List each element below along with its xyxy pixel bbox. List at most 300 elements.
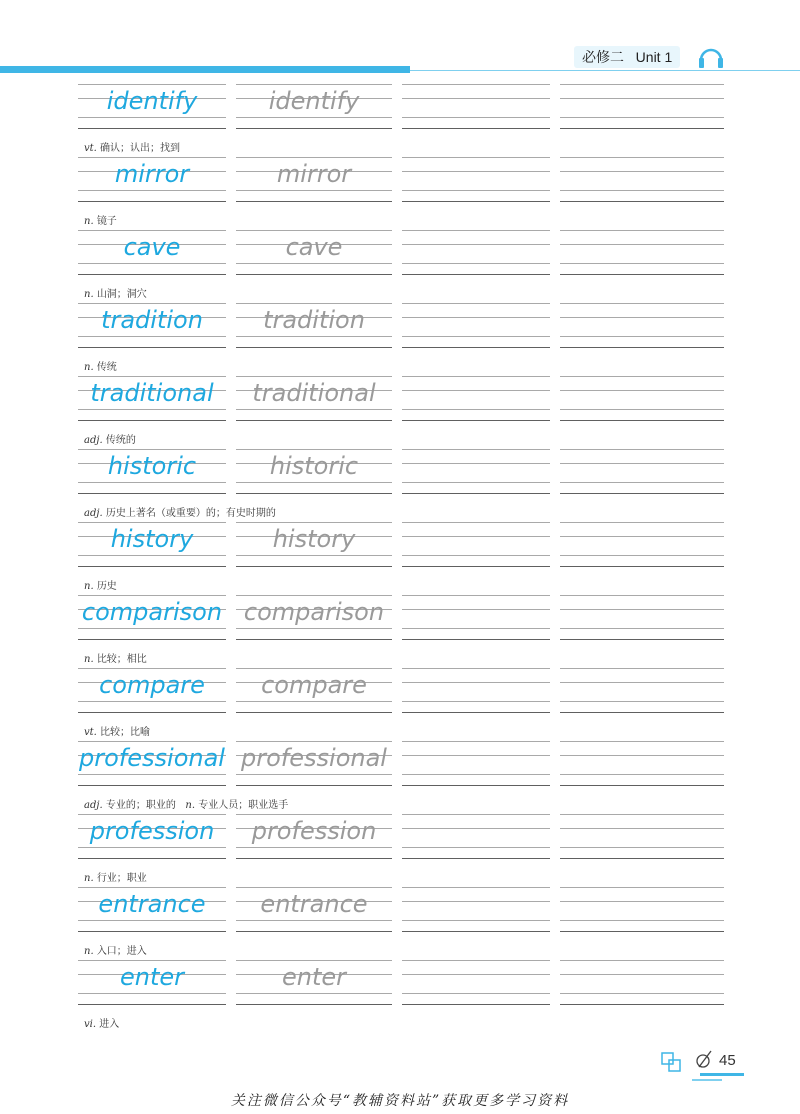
guide-line xyxy=(560,668,724,669)
guide-line xyxy=(560,347,724,348)
guide-line xyxy=(560,639,724,640)
guide-line xyxy=(236,449,392,450)
page-number-underline xyxy=(700,1073,744,1076)
guide-line xyxy=(236,566,392,567)
blank-writing-cell[interactable] xyxy=(402,449,550,506)
guide-line xyxy=(402,858,550,859)
trace-word: tradition xyxy=(263,306,365,334)
word-meaning xyxy=(84,212,117,227)
model-word-cell xyxy=(78,522,226,579)
part-of-speech: n. xyxy=(84,873,94,884)
guide-line xyxy=(236,420,392,421)
guide-line xyxy=(560,993,724,994)
guide-line xyxy=(78,639,226,640)
guide-line xyxy=(236,931,392,932)
guide-line xyxy=(402,376,550,377)
model-word-cell xyxy=(78,668,226,725)
guide-line xyxy=(402,201,550,202)
guide-line xyxy=(560,230,724,231)
blank-writing-cell[interactable] xyxy=(560,960,724,1017)
model-word: tradition xyxy=(101,306,203,334)
guide-line xyxy=(560,701,724,702)
guide-line xyxy=(560,482,724,483)
model-word: enter xyxy=(119,963,185,991)
unit-label: Unit 1 xyxy=(635,49,673,65)
trace-word: identify xyxy=(268,87,360,115)
model-word: compare xyxy=(99,671,205,699)
guide-line xyxy=(78,336,226,337)
word-meaning xyxy=(84,139,180,154)
guide-line xyxy=(560,931,724,932)
word-meaning xyxy=(84,869,147,884)
guide-line xyxy=(402,390,550,391)
guide-line xyxy=(78,858,226,859)
guide-line xyxy=(236,858,392,859)
page-number-underline-accent xyxy=(692,1079,722,1081)
guide-line xyxy=(236,701,392,702)
guide-line xyxy=(560,847,724,848)
trace-word: professional xyxy=(241,744,387,772)
word-meaning xyxy=(84,504,276,519)
guide-line xyxy=(560,420,724,421)
guide-line xyxy=(560,84,724,85)
trace-word: comparison xyxy=(243,598,385,626)
guide-line xyxy=(402,1004,550,1005)
word-meaning xyxy=(84,650,147,665)
guide-line xyxy=(402,449,550,450)
model-word-cell xyxy=(78,814,226,871)
trace-word: cave xyxy=(285,233,343,261)
guide-line xyxy=(78,887,226,888)
guide-line xyxy=(236,482,392,483)
definition-text: 行业；职业 xyxy=(96,873,147,884)
guide-line xyxy=(402,814,550,815)
guide-line xyxy=(402,920,550,921)
word-meaning xyxy=(84,796,288,811)
guide-line xyxy=(402,128,550,129)
trace-word-cell xyxy=(236,960,392,1017)
guide-line xyxy=(236,376,392,377)
model-word: professional xyxy=(79,744,225,772)
trace-word-cell xyxy=(236,887,392,944)
guide-line xyxy=(78,628,226,629)
model-word-cell xyxy=(78,741,226,798)
unit-header xyxy=(574,46,680,68)
blank-writing-cell[interactable] xyxy=(402,741,550,798)
guide-line xyxy=(236,190,392,191)
blank-writing-cell[interactable] xyxy=(560,230,724,287)
model-word: identify xyxy=(106,87,198,115)
model-word-cell xyxy=(78,157,226,214)
header-divider xyxy=(410,70,800,71)
guide-line xyxy=(402,595,550,596)
guide-line xyxy=(78,449,226,450)
guide-line xyxy=(78,785,226,786)
definition-text: 确认；认出；找到 xyxy=(100,143,181,154)
guide-line xyxy=(236,409,392,410)
guide-line xyxy=(560,244,724,245)
trace-word: enter xyxy=(281,963,347,991)
page-number: 45 xyxy=(719,1052,736,1069)
trace-word: history xyxy=(272,525,356,553)
word-meaning xyxy=(84,577,117,592)
trace-word: traditional xyxy=(252,379,376,407)
vocab-entry xyxy=(78,960,724,1033)
guide-line xyxy=(78,668,226,669)
model-word: comparison xyxy=(81,598,223,626)
guide-line xyxy=(402,974,550,975)
part-of-speech: vi. xyxy=(84,1019,97,1030)
guide-line xyxy=(402,117,550,118)
guide-line xyxy=(402,755,550,756)
vocab-entry xyxy=(78,522,724,595)
guide-line xyxy=(236,847,392,848)
guide-line xyxy=(402,682,550,683)
model-word: profession xyxy=(89,817,215,845)
guide-line xyxy=(78,493,226,494)
guide-line xyxy=(560,449,724,450)
guide-line xyxy=(560,628,724,629)
trace-word: compare xyxy=(261,671,367,699)
guide-line xyxy=(78,303,226,304)
guide-line xyxy=(560,190,724,191)
guide-line xyxy=(78,263,226,264)
guide-line xyxy=(236,628,392,629)
trace-word: mirror xyxy=(276,160,352,188)
guide-line xyxy=(236,595,392,596)
guide-line xyxy=(402,482,550,483)
definition-text: 镜子 xyxy=(96,216,117,227)
guide-line xyxy=(560,1004,724,1005)
guide-line xyxy=(560,128,724,129)
guide-line xyxy=(402,230,550,231)
guide-line xyxy=(78,117,226,118)
guide-line xyxy=(402,420,550,421)
guide-line xyxy=(236,1004,392,1005)
guide-line xyxy=(236,347,392,348)
guide-line xyxy=(402,98,550,99)
pen-icon xyxy=(693,1049,715,1076)
vocab-entry xyxy=(78,84,724,157)
guide-line xyxy=(236,814,392,815)
guide-line xyxy=(402,712,550,713)
guide-line xyxy=(78,190,226,191)
guide-line xyxy=(78,931,226,932)
guide-line xyxy=(78,847,226,848)
guide-line xyxy=(78,201,226,202)
guide-line xyxy=(402,887,550,888)
guide-line xyxy=(560,595,724,596)
part-of-speech: n. xyxy=(84,216,94,227)
header-accent-bar xyxy=(0,66,410,73)
model-word-cell xyxy=(78,449,226,506)
guide-line xyxy=(560,755,724,756)
vocab-entry xyxy=(78,668,724,741)
guide-line xyxy=(78,701,226,702)
blank-writing-cell[interactable] xyxy=(560,449,724,506)
guide-line xyxy=(402,701,550,702)
blank-writing-cell[interactable] xyxy=(402,157,550,214)
guide-line xyxy=(560,974,724,975)
guide-line xyxy=(236,741,392,742)
guide-line xyxy=(402,263,550,264)
guide-line xyxy=(560,390,724,391)
guide-line xyxy=(560,828,724,829)
definition-text: 入口；进入 xyxy=(96,946,147,957)
guide-line xyxy=(560,555,724,556)
blank-writing-cell[interactable] xyxy=(402,668,550,725)
guide-line xyxy=(78,128,226,129)
guide-line xyxy=(402,555,550,556)
guide-line xyxy=(402,522,550,523)
blank-writing-cell[interactable] xyxy=(560,157,724,214)
guide-line xyxy=(78,230,226,231)
guide-line xyxy=(78,420,226,421)
guide-line xyxy=(402,741,550,742)
guide-line xyxy=(560,171,724,172)
guide-line xyxy=(402,274,550,275)
guide-line xyxy=(236,201,392,202)
model-word: historic xyxy=(107,452,197,480)
guide-line xyxy=(78,920,226,921)
guide-line xyxy=(402,409,550,410)
definition-text: 比较；相比 xyxy=(96,654,147,665)
vocab-entry xyxy=(78,230,724,303)
word-meaning xyxy=(84,285,147,300)
guide-line xyxy=(236,887,392,888)
blank-writing-cell[interactable] xyxy=(560,522,724,579)
guide-line xyxy=(560,376,724,377)
guide-line xyxy=(560,536,724,537)
definition-text: 进入 xyxy=(99,1019,120,1030)
definition-text: 传统 xyxy=(96,362,117,373)
part-of-speech: adj. xyxy=(84,800,103,811)
guide-line xyxy=(236,993,392,994)
guide-line xyxy=(560,785,724,786)
model-word-cell xyxy=(78,84,226,141)
guide-line xyxy=(236,274,392,275)
guide-line xyxy=(78,595,226,596)
vocab-entry xyxy=(78,595,724,668)
blank-writing-cell[interactable] xyxy=(402,522,550,579)
guide-line xyxy=(560,887,724,888)
guide-line xyxy=(78,157,226,158)
vocab-entry xyxy=(78,376,724,449)
guide-line xyxy=(402,668,550,669)
guide-line xyxy=(560,774,724,775)
blank-writing-cell[interactable] xyxy=(560,595,724,652)
guide-line xyxy=(236,263,392,264)
word-meaning xyxy=(84,1015,119,1030)
trace-word: entrance xyxy=(260,890,368,918)
vocabulary-practice-grid xyxy=(78,84,724,1033)
trace-word: historic xyxy=(269,452,359,480)
blank-writing-cell[interactable] xyxy=(560,741,724,798)
guide-line xyxy=(78,814,226,815)
overlap-squares-icon xyxy=(661,1052,685,1079)
guide-line xyxy=(402,960,550,961)
trace-word-cell xyxy=(236,230,392,287)
guide-line xyxy=(560,409,724,410)
guide-line xyxy=(402,993,550,994)
guide-line xyxy=(402,463,550,464)
guide-line xyxy=(560,274,724,275)
guide-line xyxy=(560,317,724,318)
trace-word-cell xyxy=(236,668,392,725)
model-word-cell xyxy=(78,303,226,360)
part-of-speech: adj. xyxy=(84,435,103,446)
blank-writing-cell[interactable] xyxy=(402,887,550,944)
guide-line xyxy=(402,566,550,567)
guide-line xyxy=(78,555,226,556)
part-of-speech: n. xyxy=(84,654,94,665)
guide-line xyxy=(236,668,392,669)
model-word: entrance xyxy=(98,890,206,918)
model-word: cave xyxy=(123,233,181,261)
blank-writing-cell[interactable] xyxy=(560,303,724,360)
guide-line xyxy=(236,639,392,640)
guide-line xyxy=(560,960,724,961)
guide-line xyxy=(560,157,724,158)
model-word-cell xyxy=(78,230,226,287)
guide-line xyxy=(560,901,724,902)
guide-line xyxy=(78,960,226,961)
blank-writing-cell[interactable] xyxy=(402,84,550,141)
guide-line xyxy=(560,814,724,815)
blank-writing-cell[interactable] xyxy=(560,814,724,871)
guide-line xyxy=(236,493,392,494)
blank-writing-cell[interactable] xyxy=(402,376,550,433)
guide-line xyxy=(236,920,392,921)
guide-line xyxy=(402,828,550,829)
guide-line xyxy=(78,347,226,348)
guide-line xyxy=(402,785,550,786)
word-meaning xyxy=(84,431,136,446)
model-word: history xyxy=(110,525,194,553)
trace-word-cell xyxy=(236,522,392,579)
part-of-speech: n. xyxy=(84,362,94,373)
blank-writing-cell[interactable] xyxy=(402,960,550,1017)
blank-writing-cell[interactable] xyxy=(560,376,724,433)
guide-line xyxy=(402,628,550,629)
guide-line xyxy=(78,522,226,523)
blank-writing-cell[interactable] xyxy=(402,814,550,871)
model-word-cell xyxy=(78,887,226,944)
guide-line xyxy=(560,741,724,742)
guide-line xyxy=(236,303,392,304)
guide-line xyxy=(236,157,392,158)
vocab-entry xyxy=(78,157,724,230)
trace-word-cell xyxy=(236,595,392,652)
guide-line xyxy=(402,244,550,245)
trace-word-cell xyxy=(236,376,392,433)
vocab-entry xyxy=(78,449,724,522)
guide-line xyxy=(78,741,226,742)
guide-line xyxy=(560,263,724,264)
part-of-speech: vt. xyxy=(84,143,97,154)
model-word: traditional xyxy=(90,379,214,407)
word-meaning xyxy=(84,358,117,373)
guide-line xyxy=(236,336,392,337)
definition-text: 专业的；职业的 xyxy=(105,800,176,811)
part-of-speech: adj. xyxy=(84,508,103,519)
guide-line xyxy=(78,84,226,85)
guide-line xyxy=(560,858,724,859)
model-word: mirror xyxy=(114,160,190,188)
definition-text: 历史 xyxy=(96,581,117,592)
part-of-speech: n. xyxy=(84,946,94,957)
guide-line xyxy=(78,376,226,377)
guide-line xyxy=(236,128,392,129)
vocab-entry xyxy=(78,887,724,960)
guide-line xyxy=(560,98,724,99)
guide-line xyxy=(402,336,550,337)
blank-writing-cell[interactable] xyxy=(402,595,550,652)
vocab-entry xyxy=(78,741,724,814)
guide-line xyxy=(78,566,226,567)
guide-line xyxy=(560,522,724,523)
blank-writing-cell[interactable] xyxy=(560,84,724,141)
definition-text: 传统的 xyxy=(105,435,136,446)
word-meaning xyxy=(84,942,147,957)
trace-word-cell xyxy=(236,741,392,798)
definition-text: 山洞；洞穴 xyxy=(96,289,147,300)
part-of-speech: n. xyxy=(84,289,94,300)
guide-line xyxy=(236,785,392,786)
part-of-speech: n. xyxy=(185,800,196,811)
headphones-icon[interactable] xyxy=(696,44,726,75)
guide-line xyxy=(236,960,392,961)
blank-writing-cell[interactable] xyxy=(560,668,724,725)
guide-line xyxy=(236,712,392,713)
guide-line xyxy=(402,847,550,848)
book-label: 必修二 xyxy=(582,49,624,65)
guide-line xyxy=(402,493,550,494)
guide-line xyxy=(236,230,392,231)
trace-word: profession xyxy=(251,817,377,845)
guide-line xyxy=(402,190,550,191)
guide-line xyxy=(78,482,226,483)
guide-line xyxy=(402,931,550,932)
guide-line xyxy=(78,409,226,410)
guide-line xyxy=(402,774,550,775)
guide-line xyxy=(78,712,226,713)
guide-line xyxy=(560,117,724,118)
definition-text: 历史上著名（或重要）的；有史时期的 xyxy=(105,508,276,519)
guide-line xyxy=(402,317,550,318)
guide-line xyxy=(560,566,724,567)
guide-line xyxy=(78,774,226,775)
part-of-speech: n. xyxy=(84,581,94,592)
part-of-speech: vt. xyxy=(84,727,97,738)
blank-writing-cell[interactable] xyxy=(402,230,550,287)
guide-line xyxy=(402,303,550,304)
blank-writing-cell[interactable] xyxy=(402,303,550,360)
guide-line xyxy=(402,609,550,610)
guide-line xyxy=(560,682,724,683)
guide-line xyxy=(402,171,550,172)
guide-line xyxy=(560,493,724,494)
guide-line xyxy=(560,609,724,610)
guide-line xyxy=(560,303,724,304)
guide-line xyxy=(402,84,550,85)
guide-line xyxy=(402,347,550,348)
guide-line xyxy=(560,336,724,337)
guide-line xyxy=(560,463,724,464)
blank-writing-cell[interactable] xyxy=(560,887,724,944)
trace-word-cell xyxy=(236,84,392,141)
guide-line xyxy=(78,1004,226,1005)
